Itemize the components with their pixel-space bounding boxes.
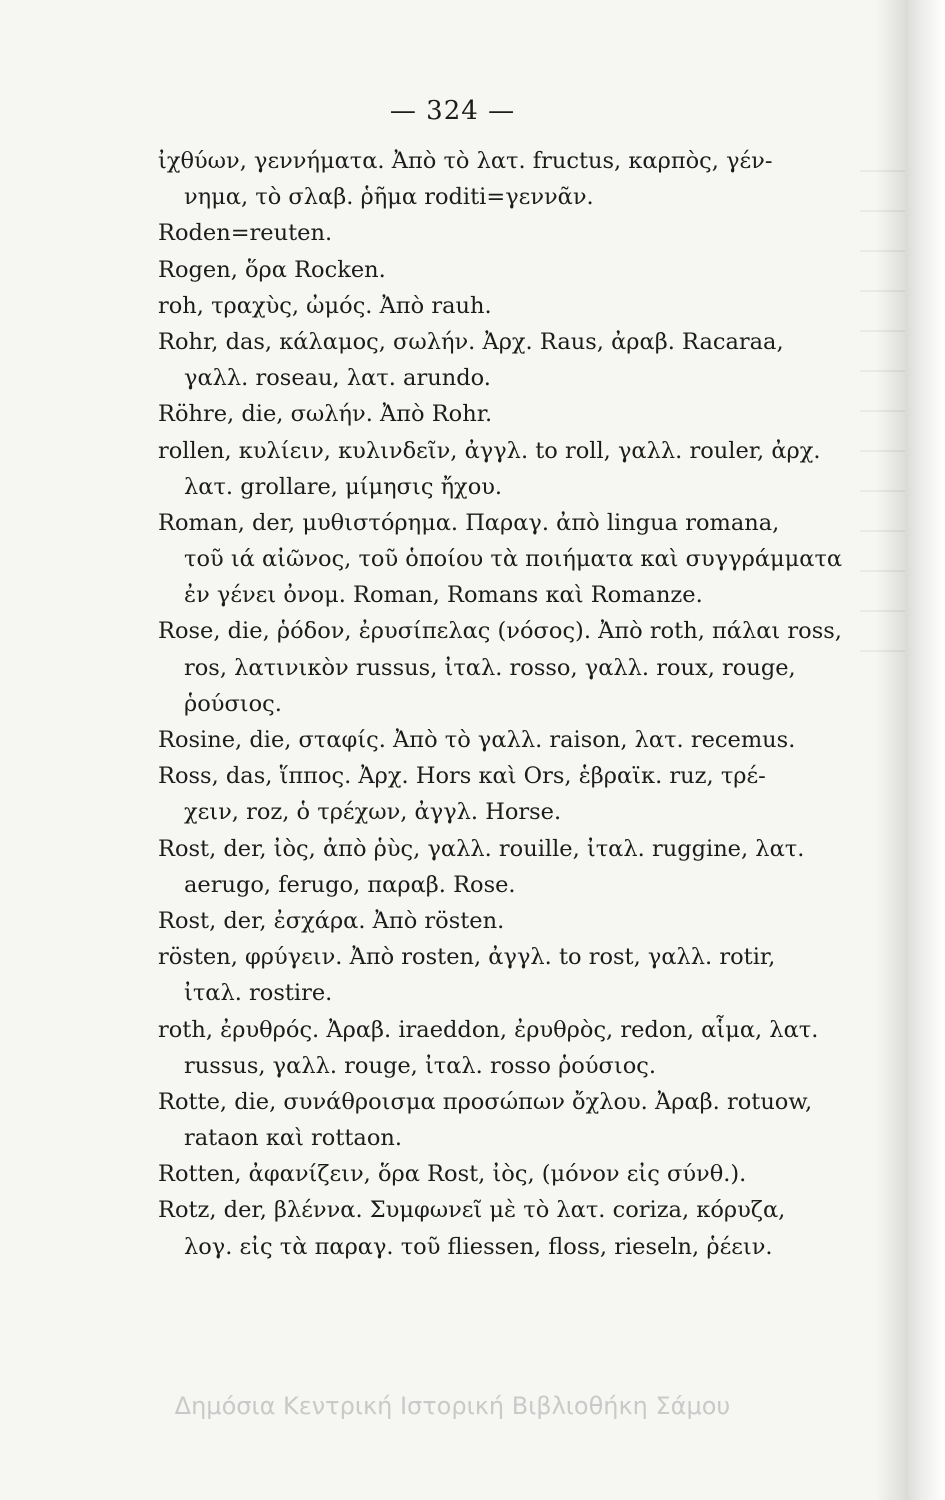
entry-line: Rost, der, ἰὸς, ἀπὸ ῥὺς, γαλλ. rouille, ἰταλ. ruggine, λατ. [158, 835, 805, 862]
entry-line: Rose, die, ῥόδον, ἐρυσίπελας (νόσος). Ἀπὸ roth, πάλαι ross, [158, 618, 842, 645]
entry-line: Rosine, die, σταφίς. Ἀπὸ τὸ γαλλ. raison, λατ. recemus. [158, 727, 796, 753]
library-watermark: Δημόσια Κεντρική Ιστορική Βιβλιοθήκη Σάμου [174, 1392, 731, 1420]
entry-line: γαλλ. roseau, λατ. arundo. [184, 365, 491, 392]
entry-line: Roman, der, μυθιστόρημα. Παραγ. ἀπὸ lingua romana, [158, 509, 780, 536]
entry-line: Rotz, der, βλέννα. Συμφωνεῖ μὲ τὸ λατ. coriza, κόρυζα, [158, 1197, 786, 1224]
entry-line: νημα, τὸ σλαβ. ῥῆμα roditi=γεννᾶν. [184, 184, 594, 211]
entry-line: Rohr, das, κάλαμος, σωλήν. Ἀρχ. Raus, ἀραβ. Racaraa, [158, 328, 784, 355]
entry-line: λογ. εἰς τὰ παραγ. τοῦ fliessen, floss, rieseln, ῥέειν. [184, 1233, 773, 1260]
entry-line: Rotte, die, συνάθροισμα προσώπων ὄχλου. Ἀραβ. rotuow, [158, 1088, 813, 1115]
entry-line: Rotten, ἀφανίζειν, ὅρα Rost, ἰὸς, (μόνον εἰς σύνθ.). [158, 1161, 747, 1188]
entry-line: Rost, der, ἐσχάρα. Ἀπὸ rösten. [158, 907, 505, 934]
entry-line: rösten, φρύγειν. Ἀπὸ rosten, ἀγγλ. to rost, γαλλ. rotir, [158, 944, 776, 971]
page-edge [905, 0, 945, 1500]
entry-line: roh, τραχὺς, ὠμός. Ἀπὸ rauh. [158, 292, 492, 319]
entry-line: τοῦ ιά αἰῶνος, τοῦ ὁποίου τὰ ποιήματα καὶ συγγράμματα [184, 546, 843, 573]
entry-line: ἰχθύων, γεννήματα. Ἀπὸ τὸ λατ. fructus, καρπὸς, γέν- [158, 148, 773, 174]
entry-line: ros, λατινικὸν russus, ἰταλ. rosso, γαλλ. roux, rouge, [184, 654, 796, 681]
entry-line: rollen, κυλίειν, κυλινδεῖν, ἀγγλ. to roll, γαλλ. rouler, ἀρχ. [158, 437, 821, 464]
entry-line: λατ. grollare, μίμησις ἤχου. [184, 473, 503, 500]
entry-line: roth, ἐρυθρός. Ἀραβ. iraeddon, ἐρυθρὸς, redon, αἷμα, λατ. [158, 1016, 819, 1043]
dictionary-entries [158, 143, 878, 1265]
entry-line: russus, γαλλ. rouge, ἰταλ. rosso ῥούσιος. [184, 1052, 657, 1079]
entry-line: Rogen, ὅρα Rocken. [158, 256, 386, 283]
entry-line: aerugo, ferugo, παραβ. Rose. [184, 871, 516, 898]
entry-line: rataon καὶ rottaon. [184, 1125, 403, 1152]
entry-line: ἰταλ. rostire. [184, 980, 333, 1007]
page-number: — 324 — [389, 96, 516, 126]
entry-line: Roden=reuten. [158, 220, 333, 247]
entry-line: ῥούσιος. [184, 690, 282, 717]
entry-line: Ross, das, ἵππος. Ἀρχ. Hors καὶ Ors, ἑβραϊκ. ruz, τρέ- [158, 763, 766, 790]
entry-line: Röhre, die, σωλήν. Ἀπὸ Rohr. [158, 401, 493, 428]
entry-line: χειν, roz, ὁ τρέχων, ἀγγλ. Horse. [184, 799, 562, 826]
entry-line: ἐν γένει ὀνομ. Roman, Romans καὶ Romanze. [184, 582, 703, 609]
